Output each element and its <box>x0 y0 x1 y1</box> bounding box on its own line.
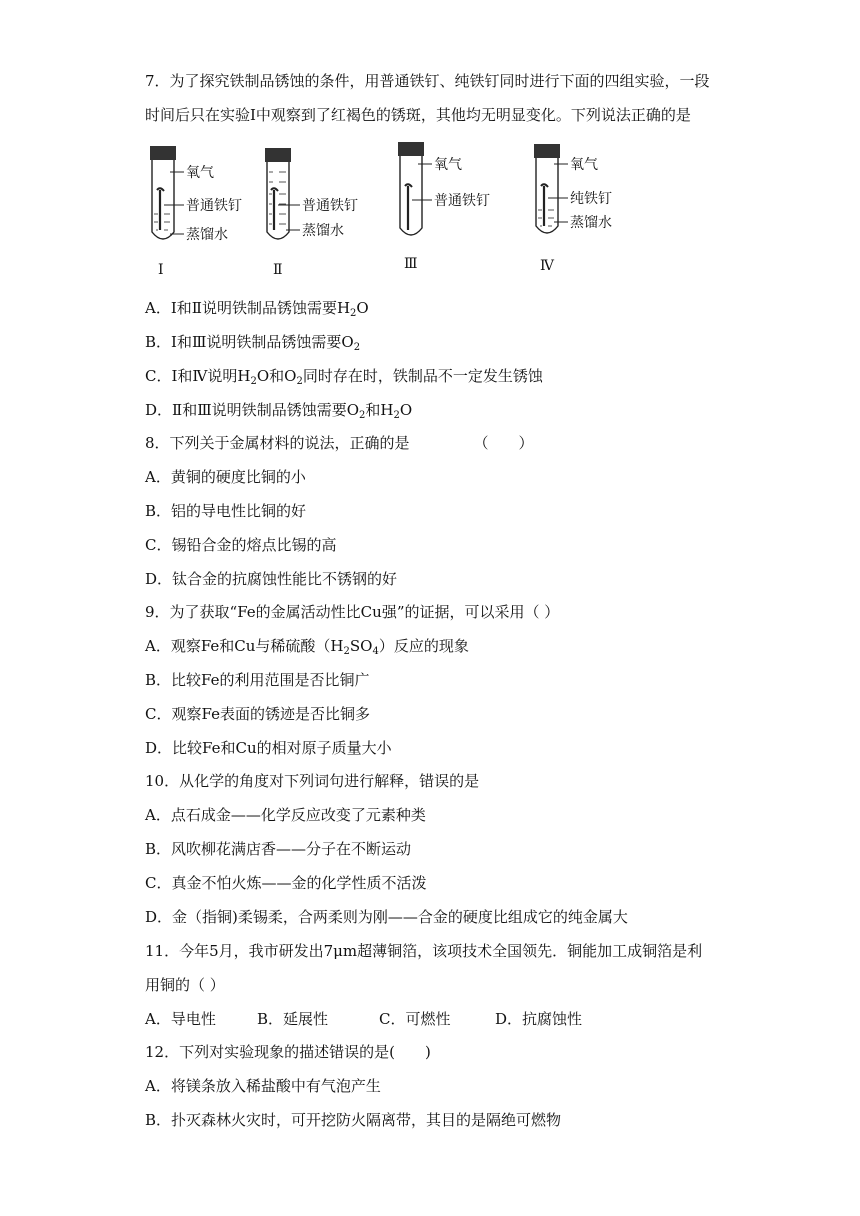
q7-option-d-text-end: O <box>399 401 413 419</box>
q10-option-b: B．风吹柳花满店香——分子在不断运动 <box>145 840 412 858</box>
q7-option-c-sub2: 2 <box>296 376 303 387</box>
q8-answer-paren: （ ） <box>473 434 534 452</box>
q7-option-c-text: C．I和Ⅳ说明H <box>145 367 251 385</box>
q7-option-a-sub: 2 <box>350 308 357 319</box>
q11-stem-line2: 用铜的（ ） <box>145 976 225 994</box>
q9-option-d: D．比较Fe和Cu的相对原子质量大小 <box>145 739 392 757</box>
q7-option-c-text-end: 同时存在时，铁制品不一定发生锈蚀 <box>302 367 543 385</box>
q12-stem: 12．下列对实验现象的描述错误的是( ) <box>145 1043 431 1061</box>
q7-option-d-text: D．Ⅱ和Ⅲ说明铁制品锈蚀需要O <box>145 401 359 419</box>
q8-option-a: A．黄铜的硬度比铜的小 <box>145 468 306 486</box>
tube-4-label-oxygen: 氧气 <box>570 157 598 173</box>
q10-option-d: D．金（指铜)柔锡柔，合两柔则为刚——合金的硬度比组成它的纯金属大 <box>145 908 628 926</box>
tube-3-label-nail: 普通铁钉 <box>434 193 490 209</box>
tube-2-label-water: 蒸馏水 <box>302 223 344 239</box>
q9-option-a-text-mid: SO <box>349 637 373 655</box>
tube-3-label-oxygen: 氧气 <box>434 157 462 173</box>
q9-option-a-text-end: ）反应的现象 <box>378 637 469 655</box>
q7-option-b <box>145 332 720 352</box>
q7-option-a-text-end: O <box>356 299 369 317</box>
q9-option-a-sub2: 4 <box>372 646 379 657</box>
q7-option-c-text-mid: O和O <box>256 367 297 385</box>
q11-option-d: D．抗腐蚀性 <box>495 1010 583 1028</box>
q9-option-a <box>145 636 720 656</box>
q8-option-b: B．铝的导电性比铜的好 <box>145 502 307 520</box>
q9-option-b: B．比较Fe的利用范围是否比铜广 <box>145 671 370 689</box>
q9-option-c: C．观察Fe表面的锈迹是否比铜多 <box>145 705 370 723</box>
q7-option-d-text-mid: 和H <box>365 401 394 419</box>
q7-option-b-sub: 2 <box>353 342 361 353</box>
q10-option-a: A．点石成金——化学反应改变了元素种类 <box>145 806 426 824</box>
q7-option-a-text: A．I和Ⅱ说明铁制品锈蚀需要H <box>145 299 351 317</box>
tube-2 <box>265 148 358 278</box>
q11-options <box>145 1009 720 1029</box>
q9-option-a-text: A．观察Fe和Cu与稀硫酸（H <box>145 637 344 655</box>
tube-4-label-water: 蒸馏水 <box>570 215 612 231</box>
tube-1-label-nail: 普通铁钉 <box>186 198 242 214</box>
q12-option-b: B．扑灭森林火灾时，可开挖防火隔离带，其目的是隔绝可燃物 <box>145 1111 562 1129</box>
q7-stem-line2: 时间后只在实验Ⅰ中观察到了红褐色的锈斑，其他均无明显变化。下列说法正确的是 <box>145 106 691 124</box>
q7-option-a <box>145 298 720 318</box>
q11-stem-line1: 11．今年5月，我市研发出7μm超薄铜箔，该项技术全国领先．铜能加工成铜箔是利 <box>145 942 703 960</box>
tube-1-label-water: 蒸馏水 <box>186 227 228 243</box>
q7-experiment-figure <box>140 138 660 278</box>
q8-stem-text: 8．下列关于金属材料的说法，正确的是 <box>145 434 410 452</box>
q8-stem <box>145 433 720 453</box>
q11-option-b: B．延展性 <box>257 1010 329 1028</box>
q7-option-c-sub1: 2 <box>250 376 257 387</box>
q7-stem-line1: 7．为了探究铁制品锈蚀的条件，用普通铁钉、纯铁钉同时进行下面的四组实验，一段 <box>145 72 710 90</box>
tube-1 <box>150 146 242 278</box>
q10-option-c: C．真金不怕火炼——金的化学性质不活泼 <box>145 874 427 892</box>
tube-2-label-nail: 普通铁钉 <box>302 198 358 214</box>
q7-option-b-text: B．I和Ⅲ说明铁制品锈蚀需要O <box>145 333 354 351</box>
tube-1-label-oxygen: 氧气 <box>186 165 214 181</box>
q8-option-c: C．锡铅合金的熔点比锡的高 <box>145 536 337 554</box>
tube-1-roman: Ⅰ <box>158 262 164 278</box>
tube-4-roman: Ⅳ <box>540 258 554 274</box>
tube-4-label-nail: 纯铁钉 <box>570 191 612 207</box>
q7-option-d-sub1: 2 <box>359 410 366 421</box>
q11-option-c: C．可燃性 <box>379 1010 451 1028</box>
q7-option-d-sub2: 2 <box>393 410 400 421</box>
q12-option-a: A．将镁条放入稀盐酸中有气泡产生 <box>145 1077 381 1095</box>
tube-2-roman: Ⅱ <box>273 262 283 278</box>
q9-stem: 9．为了获取“Fe的金属活动性比Cu强”的证据，可以采用（ ） <box>145 603 560 621</box>
tube-3-roman: Ⅲ <box>404 256 418 272</box>
tube-4 <box>534 144 612 274</box>
q7-option-c <box>145 366 720 386</box>
q9-option-a-sub1: 2 <box>343 646 350 657</box>
tube-3 <box>398 142 490 272</box>
q8-option-d: D．钛合金的抗腐蚀性能比不锈钢的好 <box>145 570 398 588</box>
q11-option-a: A．导电性 <box>145 1010 216 1028</box>
q7-option-d <box>145 400 720 420</box>
q10-stem: 10．从化学的角度对下列词句进行解释，错误的是 <box>145 772 480 790</box>
